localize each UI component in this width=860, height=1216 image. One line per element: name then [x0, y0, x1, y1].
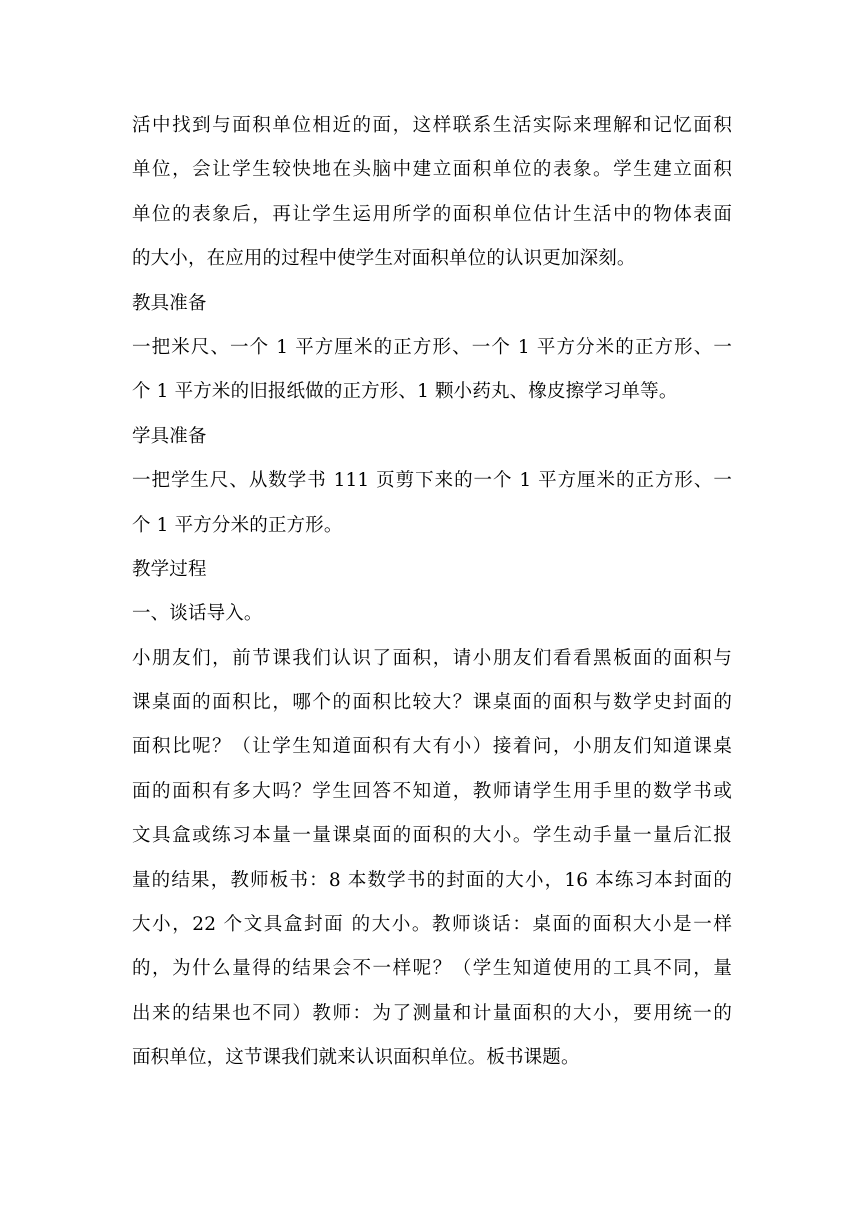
text-line: 个 1 平方分米的正方形。	[132, 514, 343, 536]
text-line: 量的结果，教师板书：8 本数学书的封面的大小，16 本练习本封面的	[132, 869, 732, 891]
text-line: 大小，22 个文具盒封面 的大小。教师谈话：桌面的面积大小是一样	[132, 914, 732, 936]
subsection-heading: 一、谈话导入。	[132, 603, 263, 625]
text-line: 出来的结果也不同）教师：为了测量和计量面积的大小，要用统一的	[132, 1002, 732, 1024]
text-line: 一把米尺、一个 1 平方厘米的正方形、一个 1 平方分米的正方形、一	[132, 336, 732, 358]
section-heading-teaching-aids: 教具准备	[132, 292, 207, 314]
text-line: 文具盒或练习本量一量课桌面的面积的大小。学生动手量一量后汇报	[132, 825, 732, 847]
text-line: 的，为什么量得的结果会不一样呢？（学生知道使用的工具不同，量	[132, 958, 732, 980]
text-line: 个 1 平方米的旧报纸做的正方形、1 颗小药丸、橡皮擦学习单等。	[132, 381, 678, 403]
text-line: 活中找到与面积单位相近的面，这样联系生活实际来理解和记忆面积	[132, 115, 732, 136]
document-body	[132, 104, 732, 1081]
text-line: 课桌面的面积比，哪个的面积比较大？课桌面的面积与数学史封面的	[132, 692, 732, 714]
text-line: 一把学生尺、从数学书 111 页剪下来的一个 1 平方厘米的正方形、一	[132, 470, 732, 492]
text-line: 小朋友们，前节课我们认识了面积，请小朋友们看看黑板面的面积与	[132, 647, 732, 669]
text-line: 单位的表象后，再让学生运用所学的面积单位估计生活中的物体表面	[132, 203, 732, 225]
section-heading-teaching-process: 教学过程	[132, 558, 207, 580]
text-line: 面积单位，这节课我们就来认识面积单位。板书课题。	[132, 1047, 580, 1069]
text-line: 面的面积有多大吗？学生回答不知道，教师请学生用手里的数学书或	[132, 780, 732, 802]
text-line: 单位，会让学生较快地在头脑中建立面积单位的表象。学生建立面积	[132, 159, 732, 181]
section-heading-learning-aids: 学具准备	[132, 425, 207, 447]
text-line: 的大小，在应用的过程中使学生对面积单位的认识更加深刻。	[132, 248, 636, 270]
text-line: 面积比呢？（让学生知道面积有大有小）接着问，小朋友们知道课桌	[132, 736, 732, 758]
